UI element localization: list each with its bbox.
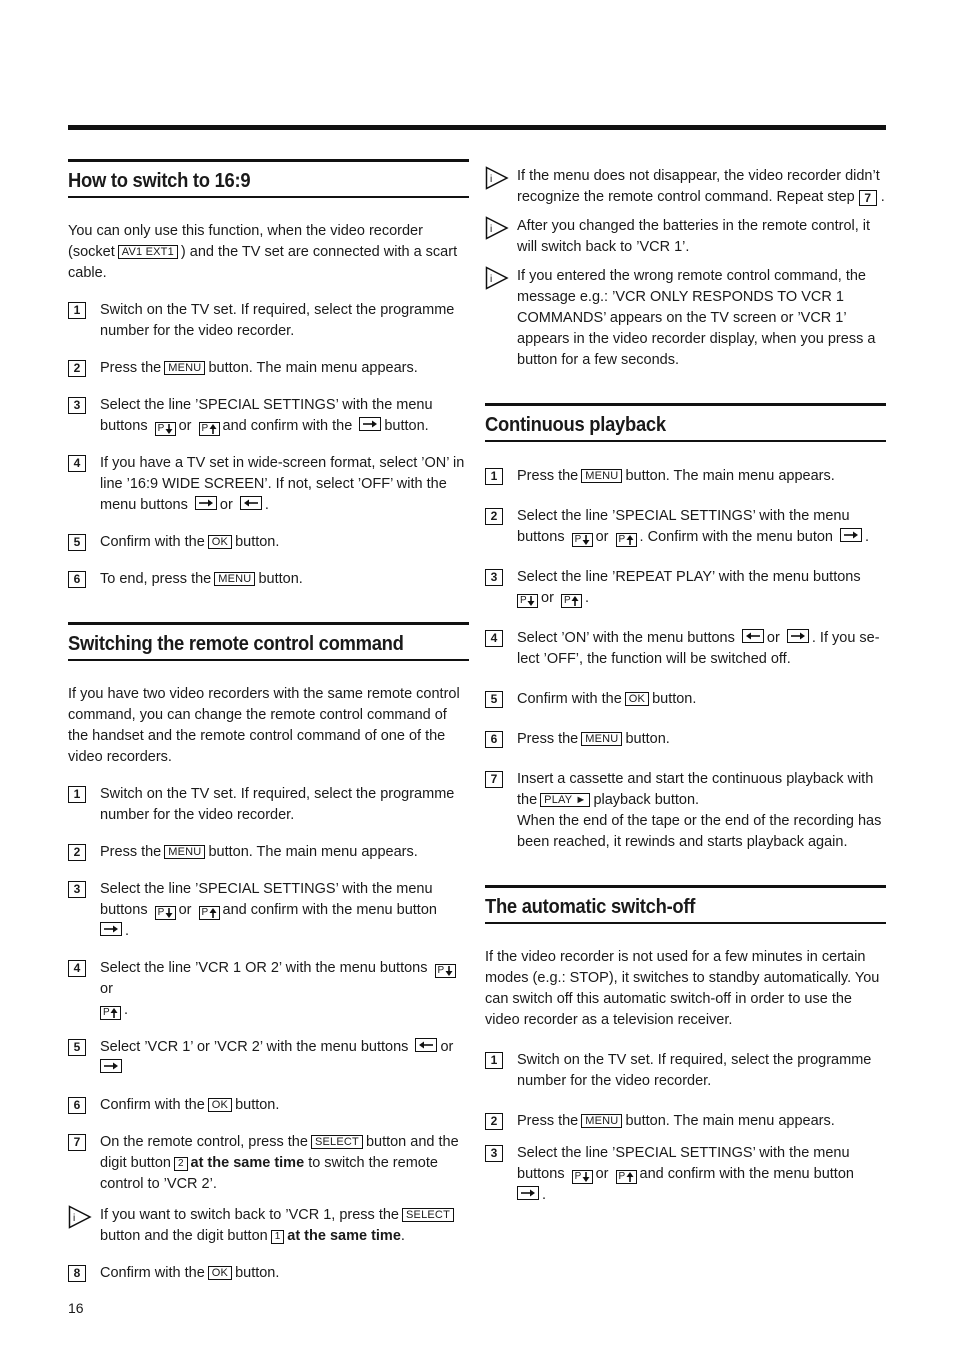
step: 2 Press the MENU button. The main menu appears. <box>485 1111 886 1132</box>
step: 6 Press the MENU button. <box>485 729 886 750</box>
right-arrow-key-icon <box>100 1059 122 1073</box>
info-note: i After you changed the batteries in the remote control, it will switch back to ’VCR 1’. <box>485 216 886 258</box>
step: 2 Select the line ’SPECIAL SETTINGS’ with the menu buttons P or P . Confirm with the menu buton . <box>485 506 886 548</box>
right-arrow-key-icon <box>359 417 381 431</box>
intro-remote: If you have two video recorders with the same remote control command, you can change the remote control command of the handset and the remote control command of one of the video recorders. <box>68 686 460 765</box>
section-heading-switch-off: The automatic switch-off <box>485 885 886 924</box>
step: 4 If you have a TV set in wide-screen format, select ’ON’ in line ’16:9 WIDE SCREEN’. If not, select ’OFF’ with the menu buttons or . <box>68 453 469 516</box>
digit-2-key: 2 <box>174 1157 188 1171</box>
info-triangle-icon <box>485 266 509 297</box>
step: 6 Confirm with the OK button. <box>68 1095 469 1116</box>
left-arrow-key-icon <box>240 496 262 510</box>
right-column <box>485 159 886 1206</box>
select-key: SELECT <box>311 1135 363 1149</box>
section-heading-16-9: How to switch to 16:9 <box>68 159 469 198</box>
step: 5 Select ’VCR 1’ or ’VCR 2’ with the menu buttons or <box>68 1037 469 1079</box>
right-arrow-key-icon <box>840 528 862 542</box>
menu-key: MENU <box>214 572 255 586</box>
step: 7 On the remote control, press the SELECT button and the digit button 2 at the same time to switch the remote control to ’VCR 2’. <box>68 1132 469 1195</box>
step: 1 Press the MENU button. The main menu appears. <box>485 466 886 487</box>
step: 7 Insert a cassette and start the continuous playback with the PLAY ► playback button. When the end of the tape or the end of the recording has been reached, it rewinds and starts playback again. <box>485 769 886 853</box>
info-note: i If the menu does not disappear, the video recorder didn’t recognize the remote control command. Repeat step 7 . <box>485 166 886 208</box>
right-arrow-key-icon <box>787 629 809 643</box>
left-arrow-key-icon <box>742 629 764 643</box>
step: 2 Press the MENU button. The main menu appears. <box>68 842 469 863</box>
top-rule <box>68 125 886 130</box>
p-down-key-icon: P <box>155 422 176 436</box>
step: 3 Select the line ’SPECIAL SETTINGS’ with the menu buttons P or P and confirm with the button. <box>68 395 469 437</box>
p-up-key-icon: P <box>561 594 582 608</box>
p-up-key-icon: P <box>199 906 220 920</box>
step: 1 Switch on the TV set. If required, select the programme number for the video recorder. <box>68 784 469 826</box>
p-down-key-icon: P <box>155 906 176 920</box>
ok-key: OK <box>208 1266 232 1280</box>
ok-key: OK <box>208 535 232 549</box>
play-key: PLAY ► <box>540 793 590 807</box>
menu-key: MENU <box>581 469 622 483</box>
step: 5 Confirm with the OK button. <box>485 689 886 710</box>
step: 4 Select the line ’VCR 1 OR 2’ with the menu buttons P or P . <box>68 958 469 1021</box>
info-note: i If you want to switch back to ’VCR 1, press the SELECTbutton and the digit button 1 at the same time. <box>68 1205 469 1247</box>
right-arrow-key-icon <box>195 496 217 510</box>
step: 3 Select the line ’SPECIAL SETTINGS’ with the menu buttons P or P and confirm with the menu button . <box>68 879 469 942</box>
section-heading-remote: Switching the remote control command <box>68 622 469 661</box>
step: 6 To end, press the MENU button. <box>68 569 469 590</box>
step: 1 Switch on the TV set. If required, select the programme number for the video recorder. <box>485 1050 886 1092</box>
menu-key: MENU <box>581 732 622 746</box>
step: 3 Select the line ’REPEAT PLAY’ with the menu buttons P or P . <box>485 567 886 609</box>
ok-key: OK <box>625 692 649 706</box>
step-ref-7: 7 <box>859 190 877 206</box>
section-heading-playback: Continuous playback <box>485 403 886 442</box>
step: 3 Select the line ’SPECIAL SETTINGS’ with the menu buttons P or P and confirm with the menu button . <box>485 1143 886 1206</box>
p-up-key-icon: P <box>616 533 637 547</box>
svg-text:i: i <box>73 1213 76 1224</box>
step: 8 Confirm with the OK button. <box>68 1263 469 1284</box>
info-triangle-icon <box>485 216 509 247</box>
step: 5 Confirm with the OK button. <box>68 532 469 553</box>
step: 1 Switch on the TV set. If required, select the programme number for the video recorder. <box>68 300 469 342</box>
intro-16-9: You can only use this function, when the video recorder (socket AV1 EXT1 ) and the TV set are connected with a scart cable. <box>68 223 458 281</box>
svg-text:i: i <box>490 274 493 285</box>
right-arrow-key-icon <box>100 922 122 936</box>
av1-ext1-key: AV1 EXT1 <box>118 245 178 259</box>
step: 2 Press the MENU button. The main menu appears. <box>68 358 469 379</box>
p-up-key-icon: P <box>199 422 220 436</box>
svg-text:i: i <box>490 174 493 185</box>
ok-key: OK <box>208 1098 232 1112</box>
p-down-key-icon: P <box>572 1170 593 1184</box>
p-down-key-icon: P <box>435 964 456 978</box>
step: 4 Select ’ON’ with the menu buttons or . If you se-lect ’OFF’, the function will be switched off. <box>485 628 886 670</box>
p-up-key-icon: P <box>616 1170 637 1184</box>
info-triangle-icon <box>485 166 509 197</box>
digit-1-key: 1 <box>271 1230 285 1244</box>
svg-text:i: i <box>490 224 493 235</box>
page-number: 16 <box>68 1300 84 1316</box>
p-down-key-icon: P <box>517 594 538 608</box>
right-arrow-key-icon <box>517 1186 539 1200</box>
left-column <box>68 159 469 1284</box>
p-down-key-icon: P <box>572 533 593 547</box>
select-key: SELECT <box>402 1208 454 1222</box>
menu-key: MENU <box>164 845 205 859</box>
info-note: i If you entered the wrong remote control command, the message e.g.: ’VCR ONLY RESPONDS TO VCR 1 COMMANDS’ appears on the TV screen or ’VCR 1’ appears in the video recorder display, when you press a button for a few seconds. <box>485 266 886 371</box>
left-arrow-key-icon <box>415 1038 437 1052</box>
intro-switch-off: If the video recorder is not used for a few minutes in certain modes (e.g.: STOP), it switches to standby automatically. You can switch off this automatic switch-off in order to use the video recorder as a television receiver. <box>485 949 880 1028</box>
menu-key: MENU <box>581 1114 622 1128</box>
info-triangle-icon <box>68 1205 92 1236</box>
p-up-key-icon: P <box>100 1006 121 1020</box>
menu-key: MENU <box>164 361 205 375</box>
